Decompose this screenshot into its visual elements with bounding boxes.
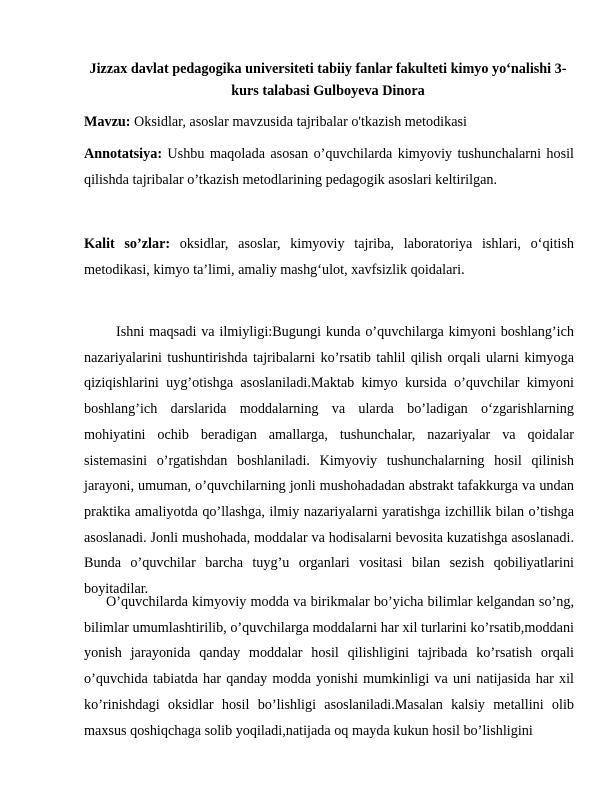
annotation-paragraph (84, 141, 574, 193)
keywords-text: oksidlar, asoslar, kimyoviy tajriba, laboratoriya ishlari, o‘qitish metodikasi, kimyo ta’limi, amaliy mashg‘ulot, xavfsizlik qoidalari. (84, 236, 574, 278)
annotation-text: Ushbu maqolada asosan o’quvchilarda kimyoviy tushunchalarni hosil qilishda tajribalar o’tkazish metodlarining pedagogik asoslari keltirilgan. (84, 146, 574, 188)
topic-label: Mavzu: (84, 114, 131, 130)
author-header (78, 58, 578, 102)
keywords-paragraph (84, 231, 574, 283)
header-line-1: Jizzax davlat pedagogika universiteti tabiiy fanlar fakulteti kimyo yo‘nalishi 3- (89, 61, 567, 77)
topic-line (84, 112, 574, 132)
body-paragraph-1: Ishni maqsadi va ilmiyligi:Bugungi kunda o’quvchilarga kimyoni boshlang’ich nazariyalarini tushuntirishda tajribalarni ko’rsatib tahlil qilish orqali ularni kimyoga qiziqishlarini uyg’otishga asoslaniladi.Maktab kimyo kursida o’quvchilar kimyoni boshlang’ich darslarida moddalarning va ularda bo’ladigan o‘zgarishlarning mohiyatini ochib beradigan amallarga, tushunchalar, nazariyalar va qoidalar sistemasini o’rgatishdan boshlaniladi. Kimyoviy tushunchalarning hosil qilinish jarayoni, umuman, o’quvchilarning jonli mushohadadan abstrakt tafakkurga va undan praktika amaliyotda qo’llashga, ilmiy nazariyalarni yaratishga izchillik bilan o’tishga asoslanadi. Jonli mushohada, moddalar va hodisalarni bevosita kuzatishga asoslanadi. Bunda o’quvchilar barcha tuyg’u organlari vositasi bilan sezish qobiliyatlarini boyitadilar. (84, 324, 574, 598)
topic-text: Oksidlar, asoslar mavzusida tajribalar o'tkazish metodikasi (130, 114, 467, 130)
keywords-label: Kalit so’zlar: (84, 236, 171, 252)
header-line-2: kurs talabasi Gulboyeva Dinora (231, 83, 425, 99)
annotation-label: Annotatsiya: (84, 146, 163, 162)
body-paragraph-2: O’quvchilarda kimyoviy modda va birikmalar bo’yicha bilimlar kelgandan so’ng, bilimlar umumlashtirilib, o’quvchilarga moddalarni har xil turlarini ko’rsatib,moddani yonish jarayonida qanday moddalar hosil qilishligini tajribada ko’rsatish orqali o’quvchida tabiatda har qanday modda yonishi mumkinligi va uni natijasida har xil ko’rinishdagi oksidlar hosil bo’lishligi asoslaniladi.Masalan kalsiy metallini olib maxsus qoshiqchaga solib yoqiladi,natijada oq mayda kukun hosil bo’lishligini (84, 594, 574, 739)
